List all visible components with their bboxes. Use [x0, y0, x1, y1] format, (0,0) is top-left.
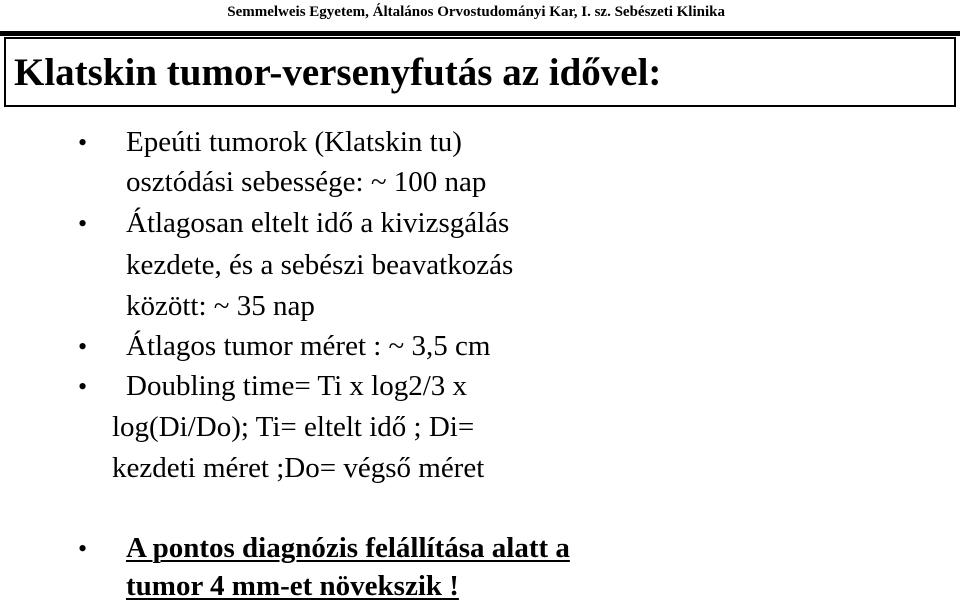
bullet-line: kezdeti méret ;Do= végső méret	[112, 452, 485, 484]
bullet-marker: •	[78, 209, 88, 238]
header-divider	[0, 31, 960, 36]
emphasis-line: tumor 4 mm-et növekszik !	[126, 570, 459, 602]
bullet-marker: •	[78, 128, 88, 157]
institution-header: Semmelweis Egyetem, Általános Orvostudományi Kar, I. sz. Sebészeti Klinika	[227, 4, 725, 20]
bullet-marker: •	[78, 372, 88, 401]
bullet-line: Átlagos tumor méret : ~ 3,5 cm	[126, 330, 491, 362]
bullet-line: között: ~ 35 nap	[126, 290, 315, 322]
bullet-marker: •	[78, 534, 88, 563]
bullet-line: Átlagosan eltelt idő a kivizsgálás	[126, 207, 510, 239]
bullet-line: osztódási sebessége: ~ 100 nap	[126, 166, 487, 198]
slide-title: Klatskin tumor-versenyfutás az idővel:	[14, 51, 662, 94]
bullet-line: Epeúti tumorok (Klatskin tu)	[126, 126, 462, 158]
bullet-line: Doubling time= Ti x log2/3 x	[126, 370, 468, 402]
bullet-line: log(Di/Do); Ti= eltelt idő ; Di=	[112, 411, 475, 443]
bullet-line: kezdete, és a sebészi beavatkozás	[126, 249, 514, 281]
bullet-marker: •	[78, 332, 88, 361]
emphasis-line: A pontos diagnózis felállítása alatt a	[126, 532, 570, 564]
title-box	[4, 37, 956, 107]
